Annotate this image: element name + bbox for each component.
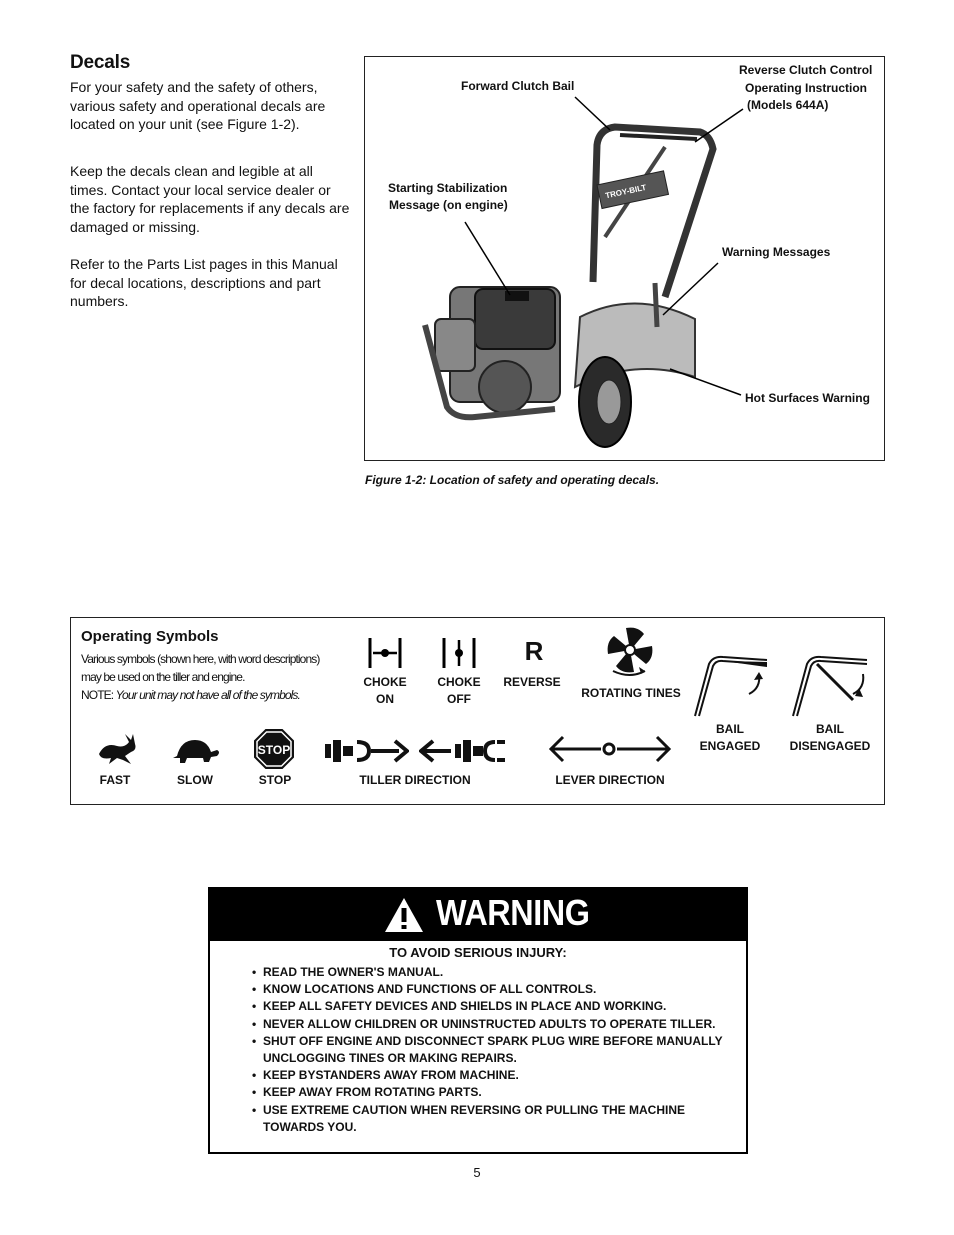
figure-tiller-decals bbox=[364, 56, 885, 461]
rotating-tines-label: ROTATING TINES bbox=[581, 686, 681, 700]
note-text: Your unit may not have all of the symbols. bbox=[115, 688, 300, 702]
callout-reverse-clutch-line2: Operating Instruction bbox=[745, 81, 868, 95]
slow-label: SLOW bbox=[177, 773, 213, 787]
choke-off-label bbox=[431, 674, 487, 708]
bail-engaged-label bbox=[691, 721, 769, 755]
decals-intro-paragraph: For your safety and the safety of others, various safety and operational decals are located on your unit (see Figure 1-2). bbox=[70, 79, 326, 132]
tiller-direction-reverse-icon bbox=[419, 736, 509, 766]
page-number: 5 bbox=[473, 1165, 481, 1180]
choke-off-label-line1: CHOKE bbox=[437, 675, 481, 689]
warning-item: • KEEP AWAY FROM ROTATING PARTS. bbox=[252, 1084, 738, 1101]
rabbit-fast-icon bbox=[95, 732, 139, 766]
lever-direction-label: LEVER DIRECTION bbox=[555, 773, 665, 787]
decals-maintenance-paragraph: Keep the decals clean and legible at all times. Contact your local service dealer or the factory for replacements if any decals are damaged or missing. bbox=[70, 163, 350, 235]
reverse-icon: R bbox=[524, 636, 544, 666]
bail-engaged-label-line1: BAIL bbox=[716, 722, 744, 736]
choke-on-label-line2: ON bbox=[376, 692, 394, 706]
warning-item: • SHUT OFF ENGINE AND DISCONNECT SPARK PLUG WIRE BEFORE MANUALLY UNCLOGGING TINES OR MAKING REPAIRS. bbox=[252, 1033, 738, 1067]
stop-sign-text: STOP bbox=[257, 743, 291, 757]
decals-parts-list-paragraph: Refer to the Parts List pages in this Manual for decal locations, descriptions and part numbers. bbox=[70, 256, 338, 309]
callout-hot-surfaces-warning: Hot Surfaces Warning bbox=[745, 391, 870, 405]
symbols-desc-line1: Various symbols (shown here, with word descriptions) bbox=[81, 652, 320, 666]
choke-on-icon bbox=[367, 636, 403, 670]
callout-starting-stabilization-line1: Starting Stabilization bbox=[388, 181, 508, 195]
choke-on-label bbox=[357, 674, 413, 708]
turtle-slow-icon bbox=[171, 736, 221, 766]
brand-label: TROY-BILT bbox=[604, 182, 648, 201]
warning-title: WARNING bbox=[436, 892, 590, 933]
warning-list bbox=[252, 964, 738, 1136]
bail-disengaged-label-line2: DISENGAGED bbox=[789, 739, 871, 753]
callout-reverse-clutch-line3: (Models 644A) bbox=[747, 98, 829, 112]
tiller-direction-label: TILLER DIRECTION bbox=[359, 773, 471, 787]
note-label: NOTE: bbox=[81, 688, 114, 702]
callout-starting-stabilization-line2: Message (on engine) bbox=[389, 198, 508, 212]
reverse-label: REVERSE bbox=[503, 675, 561, 689]
callout-forward-clutch-bail: Forward Clutch Bail bbox=[461, 79, 575, 93]
warning-item: • NEVER ALLOW CHILDREN OR UNINSTRUCTED ADULTS TO OPERATE TILLER. bbox=[252, 1016, 738, 1033]
decals-heading: Decals bbox=[70, 52, 131, 73]
stop-sign-icon bbox=[253, 728, 295, 770]
warning-subtitle: TO AVOID SERIOUS INJURY: bbox=[389, 945, 567, 960]
callout-warning-messages: Warning Messages bbox=[722, 245, 831, 259]
lever-direction-icon bbox=[549, 734, 673, 764]
warning-item: • KNOW LOCATIONS AND FUNCTIONS OF ALL CONTROLS. bbox=[252, 981, 738, 998]
warning-box bbox=[208, 887, 748, 1154]
figure-caption: Figure 1-2: Location of safety and operating decals. bbox=[365, 473, 660, 487]
choke-off-icon bbox=[441, 636, 477, 670]
bail-disengaged-icon bbox=[791, 654, 871, 718]
rotating-tines-icon bbox=[603, 623, 657, 679]
symbols-desc-line2: may be used on the tiller and engine. bbox=[81, 670, 245, 684]
stop-label: STOP bbox=[258, 773, 292, 787]
warning-header bbox=[210, 889, 746, 941]
warning-item: • KEEP BYSTANDERS AWAY FROM MACHINE. bbox=[252, 1067, 738, 1084]
warning-item: • USE EXTREME CAUTION WHEN REVERSING OR PULLING THE MACHINE TOWARDS YOU. bbox=[252, 1102, 738, 1136]
bail-disengaged-label bbox=[783, 721, 877, 755]
fast-label: FAST bbox=[99, 773, 131, 787]
bail-engaged-label-line2: ENGAGED bbox=[699, 739, 761, 753]
warning-item: • READ THE OWNER'S MANUAL. bbox=[252, 964, 738, 981]
bail-engaged-icon bbox=[693, 654, 771, 718]
operating-symbols-description bbox=[81, 650, 351, 704]
choke-on-label-line1: CHOKE bbox=[363, 675, 407, 689]
warning-triangle-icon bbox=[384, 897, 424, 933]
warning-item: • KEEP ALL SAFETY DEVICES AND SHIELDS IN PLACE AND WORKING. bbox=[252, 998, 738, 1015]
operating-symbols-box bbox=[70, 617, 885, 805]
bail-disengaged-label-line1: BAIL bbox=[816, 722, 844, 736]
choke-off-label-line2: OFF bbox=[447, 692, 471, 706]
callout-reverse-clutch-line1: Reverse Clutch Control bbox=[739, 63, 873, 77]
tiller-direction-forward-icon bbox=[323, 736, 409, 766]
operating-symbols-title: Operating Symbols bbox=[81, 628, 219, 645]
symbols-desc-note bbox=[81, 686, 351, 704]
